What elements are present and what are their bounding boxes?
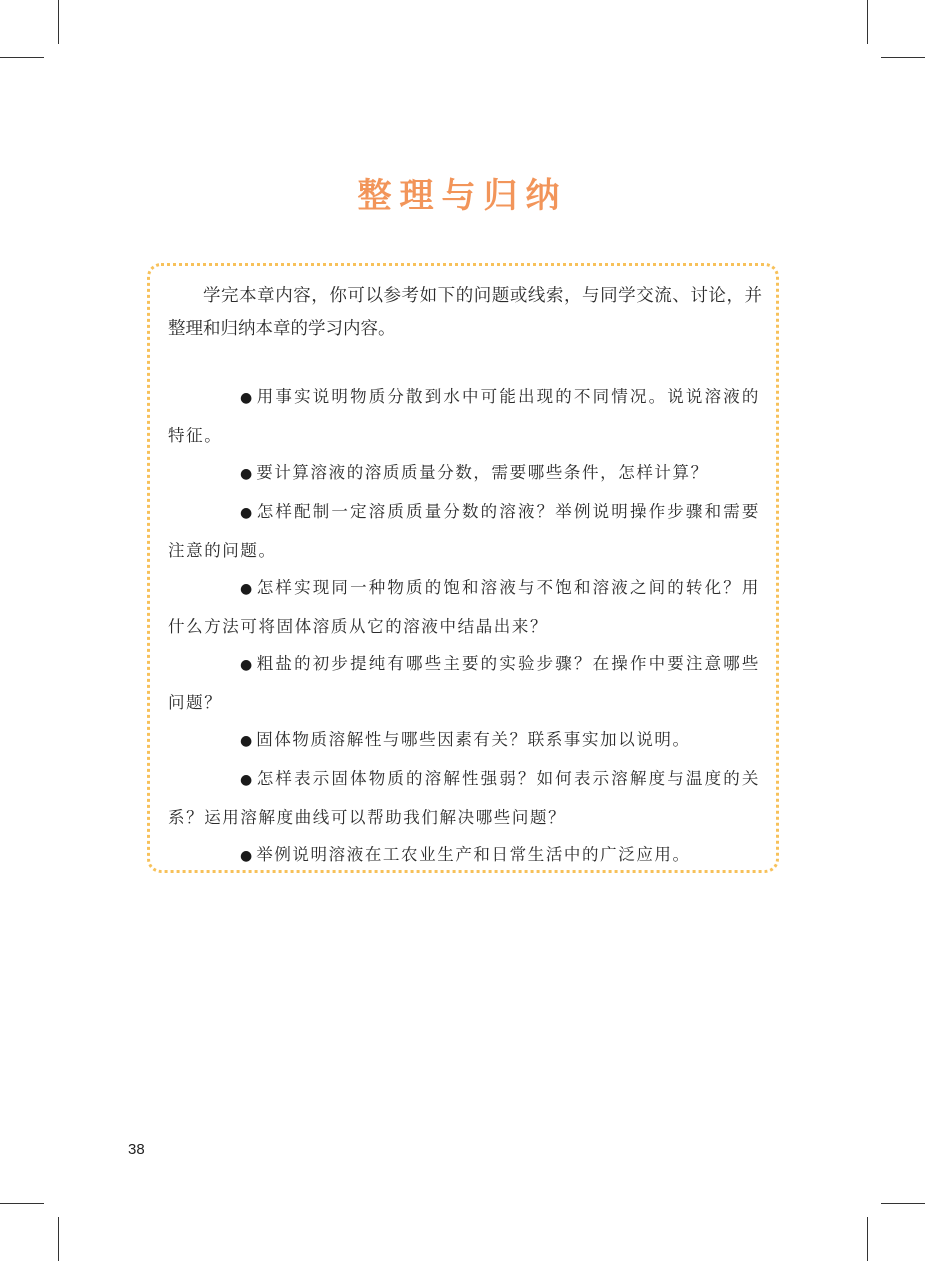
bullet-icon: ● <box>240 390 253 406</box>
page-number: 38 <box>128 1141 145 1158</box>
item-text: 用事实说明物质分散到水中可能出现的不同情况。说说溶液的特征。 <box>168 387 760 445</box>
item-text: 粗盐的初步提纯有哪些主要的实验步骤？在操作中要注意哪些问题？ <box>168 654 760 712</box>
list-item <box>168 569 760 645</box>
bullet-icon: ● <box>240 657 253 673</box>
page-title: 整理与归纳 <box>357 176 568 216</box>
crop-mark <box>58 0 59 44</box>
crop-mark <box>58 1217 59 1261</box>
bullet-icon: ● <box>240 505 253 521</box>
list-item <box>168 760 760 836</box>
bullet-icon: ● <box>240 581 253 597</box>
list-item <box>168 378 760 454</box>
bullet-icon: ● <box>240 466 253 482</box>
crop-mark <box>881 57 925 58</box>
list-item <box>168 454 760 493</box>
bullet-icon: ● <box>240 772 253 788</box>
crop-mark <box>867 1217 868 1261</box>
item-text: 怎样实现同一种物质的饱和溶液与不饱和溶液之间的转化？用什么方法可将固体溶质从它的溶液中结晶出来？ <box>168 578 760 636</box>
crop-mark <box>0 57 44 58</box>
crop-mark <box>881 1203 925 1204</box>
item-text: 举例说明溶液在工农业生产和日常生活中的广泛应用。 <box>256 845 691 864</box>
crop-mark <box>0 1203 44 1204</box>
item-text: 怎样配制一定溶质质量分数的溶液？举例说明操作步骤和需要注意的问题。 <box>168 502 760 560</box>
item-text: 固体物质溶解性与哪些因素有关？联系事实加以说明。 <box>256 730 691 749</box>
list-item <box>168 493 760 569</box>
crop-mark <box>867 0 868 44</box>
item-text: 怎样表示固体物质的溶解性强弱？如何表示溶解度与温度的关系？运用溶解度曲线可以帮助我们解决哪些问题？ <box>168 769 760 827</box>
list-item <box>168 721 760 760</box>
list-item <box>168 645 760 721</box>
bullet-icon: ● <box>240 848 253 864</box>
intro-paragraph: 学完本章内容，你可以参考如下的问题或线索，与同学交流、讨论，并整理和归纳本章的学习内容。 <box>168 286 762 339</box>
question-list <box>168 378 760 875</box>
bullet-icon: ● <box>240 733 253 749</box>
list-item <box>168 836 760 875</box>
item-text: 要计算溶液的溶质质量分数，需要哪些条件，怎样计算？ <box>256 463 709 482</box>
